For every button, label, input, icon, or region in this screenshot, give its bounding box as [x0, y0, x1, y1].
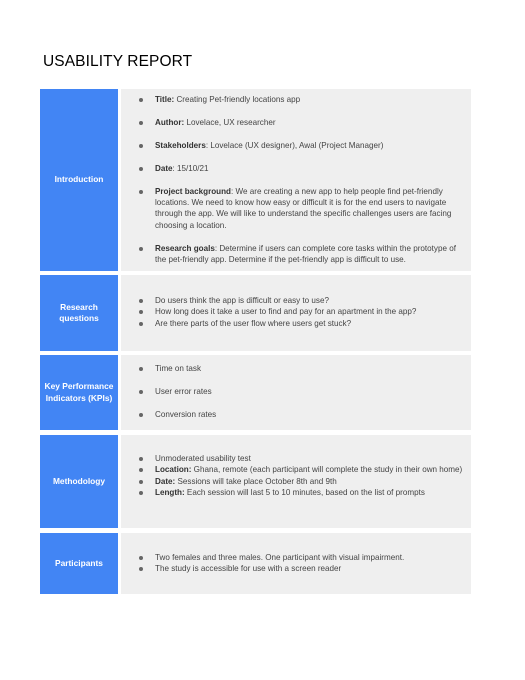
list-item: Location: Ghana, remote (each participant will complete the study in their own home) [137, 464, 465, 475]
research-questions-content [121, 275, 471, 351]
list-item: Do users think the app is difficult or easy to use? [137, 295, 465, 306]
list-item: The study is accessible for use with a screen reader [137, 563, 465, 574]
list-item: Author: Lovelace, UX researcher [137, 117, 465, 128]
list-item: Date: Sessions will take place October 8th and 9th [137, 476, 465, 487]
list-item: Conversion rates [137, 409, 465, 420]
methodology-section [40, 435, 471, 528]
list-item: Research goals: Determine if users can complete core tasks within the prototype of the pet-friendly app. Determine if the pet-friendly app is difficult to use. [137, 243, 465, 266]
introduction-section [40, 89, 471, 271]
list-item: Unmoderated usability test [137, 453, 465, 464]
introduction-content [121, 89, 471, 271]
list-item: Are there parts of the user flow where users get stuck? [137, 318, 465, 329]
list-item: Project background: We are creating a new app to help people find pet-friendly locations. We need to know how easy or difficult it is for the end users to navigate through the app. We will like to understand the specific challenges users are facing choosing a location. [137, 186, 465, 232]
list-item: User error rates [137, 386, 465, 397]
list-item: Title: Creating Pet-friendly locations app [137, 94, 465, 105]
list-item: Stakeholders: Lovelace (UX designer), Awal (Project Manager) [137, 140, 465, 151]
kpis-section [40, 355, 471, 430]
list-item: Date: 15/10/21 [137, 163, 465, 174]
participants-label: Participants [40, 533, 118, 594]
participants-content [121, 533, 471, 594]
list-item: How long does it take a user to find and pay for an apartment in the app? [137, 306, 465, 317]
methodology-content [121, 435, 471, 528]
introduction-label: Introduction [40, 89, 118, 271]
list-item: Length: Each session will last 5 to 10 minutes, based on the list of prompts [137, 487, 465, 498]
page-title: USABILITY REPORT [43, 53, 193, 70]
research-questions-label: Research questions [40, 275, 118, 351]
participants-section [40, 533, 471, 594]
kpis-label: Key Performance Indicators (KPIs) [40, 355, 118, 430]
kpis-content [121, 355, 471, 430]
list-item: Time on task [137, 363, 465, 374]
list-item: Two females and three males. One participant with visual impairment. [137, 552, 465, 563]
research-questions-section [40, 275, 471, 351]
methodology-label: Methodology [40, 435, 118, 528]
